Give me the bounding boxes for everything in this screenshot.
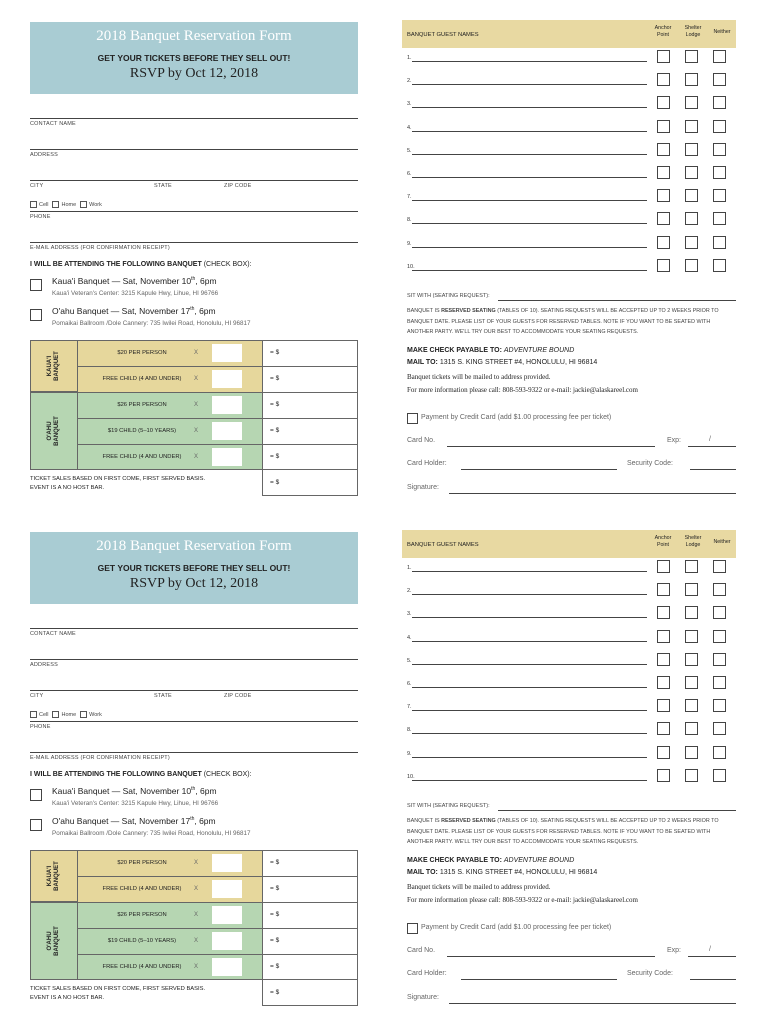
choice-header: Shelter Lodge <box>684 25 702 38</box>
payable-to: MAKE CHECK PAYABLE TO: ADVENTURE BOUND <box>407 857 575 864</box>
guest-number: 8. <box>407 217 412 224</box>
guest-choice-checkbox[interactable] <box>685 676 698 689</box>
sit-with-input[interactable] <box>498 300 736 301</box>
card-holder-input[interactable] <box>461 979 617 980</box>
guest-name-input[interactable] <box>412 177 647 178</box>
times-sign: X <box>194 454 199 460</box>
guest-name-input[interactable] <box>412 617 647 618</box>
guest-number: 5. <box>407 147 412 154</box>
guest-choice-checkbox[interactable] <box>685 722 698 735</box>
guest-choice-checkbox[interactable] <box>685 50 698 63</box>
guest-name-input[interactable] <box>412 594 647 595</box>
form-header <box>30 532 358 604</box>
city-state-zip-field[interactable] <box>30 180 358 181</box>
guest-choice-checkbox[interactable] <box>657 583 670 596</box>
email-field[interactable] <box>30 242 358 243</box>
contact-name-field[interactable] <box>30 118 358 119</box>
guest-name-input[interactable] <box>412 223 647 224</box>
times-sign: X <box>194 860 199 866</box>
guest-number: 1. <box>407 565 412 571</box>
guest-number: 7. <box>407 194 412 201</box>
signature-input[interactable] <box>449 493 736 494</box>
guest-choice-checkbox[interactable] <box>685 96 698 109</box>
reservation-form-bottom <box>0 510 770 1020</box>
guest-name-input[interactable] <box>412 270 647 271</box>
state-label: STATE <box>154 183 172 189</box>
phone-field[interactable] <box>30 721 358 722</box>
guest-choice-checkbox[interactable] <box>713 212 726 225</box>
phone-field-label: PHONE <box>30 214 51 220</box>
price-label: $20 PER PERSON <box>117 860 167 866</box>
kauai-side-label: KAUA'I BANQUET <box>30 850 78 902</box>
guest-choice-checkbox[interactable] <box>685 212 698 225</box>
mail-to: MAIL TO: 1315 S. KING STREET #4, HONOLULU, HI 96814 <box>407 869 598 876</box>
exp-input[interactable] <box>688 446 736 447</box>
guest-choice-checkbox[interactable] <box>685 583 698 596</box>
phone-type-cell[interactable]: Cell <box>30 202 48 208</box>
price-label: FREE CHILD (4 AND UNDER) <box>102 454 182 460</box>
guest-names-header: BANQUET GUEST NAMES Anchor Point Shelter Lodge Neither <box>402 20 736 48</box>
banquet-venue: Kaua'i Veteran's Center: 3215 Kapule Hwy, Lihue, HI 96766 <box>52 800 219 807</box>
banquet-venue: Pomaikai Ballroom /Dole Cannery: 735 Iwilei Road, Honolulu, HI 96817 <box>52 320 251 327</box>
times-sign: X <box>194 428 199 434</box>
exp-input[interactable] <box>688 956 736 957</box>
guest-number: 3. <box>407 611 412 618</box>
banquet-venue: Kaua'i Veteran's Center: 3215 Kapule Hwy, Lihue, HI 96766 <box>52 290 219 297</box>
price-label: $20 PER PERSON <box>117 350 167 356</box>
guest-choice-checkbox[interactable] <box>685 699 698 712</box>
total-field[interactable]: = $ <box>270 989 280 996</box>
choice-header: Neither <box>713 539 731 545</box>
guest-name-input[interactable] <box>412 247 647 248</box>
exp-label: Exp: <box>667 437 682 444</box>
times-sign: X <box>194 912 199 918</box>
phone-field[interactable] <box>30 211 358 212</box>
times-sign: X <box>194 964 199 970</box>
choice-header: Anchor Point <box>654 25 672 38</box>
form-subtitle: GET YOUR TICKETS BEFORE THEY SELL OUT! <box>97 53 291 63</box>
guest-choice-checkbox[interactable] <box>685 143 698 156</box>
subtotal-field[interactable]: = $ <box>270 453 280 460</box>
subtotal-field[interactable]: = $ <box>270 401 280 408</box>
guest-choice-checkbox[interactable] <box>657 236 670 249</box>
times-sign: X <box>194 376 199 382</box>
mailed-note: Banquet tickets will be mailed to address provided. <box>407 883 551 891</box>
guest-number: 8. <box>407 727 412 734</box>
guest-choice-checkbox[interactable] <box>713 560 726 573</box>
guest-number: 4. <box>407 124 412 131</box>
credit-card-checkbox[interactable] <box>407 923 418 934</box>
guest-choice-checkbox[interactable] <box>713 699 726 712</box>
guest-name-input[interactable] <box>412 571 647 572</box>
email-field-label: E-MAIL ADDRESS (FOR CONFIRMATION RECEIPT) <box>30 755 170 761</box>
table-divider <box>262 850 263 1005</box>
phone-type-work[interactable]: Work <box>80 712 102 718</box>
form-title: 2018 Banquet Reservation Form <box>96 28 292 44</box>
banquet-venue: Pomaikai Ballroom /Dole Cannery: 735 Iwilei Road, Honolulu, HI 96817 <box>52 830 251 837</box>
checkbox[interactable] <box>30 711 37 718</box>
signature-label: Signature: <box>407 484 439 491</box>
phone-type-home[interactable]: Home <box>52 202 76 208</box>
credit-card-label: Payment by Credit Card (add $1.00 processing fee per ticket) <box>421 414 612 421</box>
banquet-checkbox-oahu[interactable] <box>30 819 42 831</box>
rsvp-deadline: RSVP by Oct 12, 2018 <box>129 66 259 81</box>
guest-choice-checkbox[interactable] <box>713 583 726 596</box>
guest-choice-checkbox[interactable] <box>657 189 670 202</box>
checkbox[interactable] <box>52 201 59 208</box>
oahu-side-label: O'AHU BANQUET <box>30 392 78 470</box>
guest-choice-checkbox[interactable] <box>657 212 670 225</box>
credit-card-label: Payment by Credit Card (add $1.00 processing fee per ticket) <box>421 924 612 931</box>
info-note: For more information please call: 808-593-9322 or e-mail: jackie@alaskareel.com <box>407 386 638 394</box>
card-no-input[interactable] <box>447 446 655 447</box>
guest-choice-checkbox[interactable] <box>657 746 670 759</box>
subtotal-field[interactable]: = $ <box>270 349 280 356</box>
subtotal-field[interactable]: = $ <box>270 427 280 434</box>
subtotal-field[interactable]: = $ <box>270 375 280 382</box>
rsvp-deadline: RSVP by Oct 12, 2018 <box>129 576 259 591</box>
banquet-title: Kaua'i Banquet — Sat, November 10th, 6pm <box>52 786 217 796</box>
guest-choice-checkbox[interactable] <box>657 73 670 86</box>
guest-number: 9. <box>407 240 412 247</box>
address-field[interactable] <box>30 659 358 660</box>
table-bottom <box>262 495 358 496</box>
reserved-seating-note: BANQUET IS RESERVED SEATING (TABLES OF 10). SEATING REQUESTS WILL BE ACCEPTED UP TO 2 WEEKS PRIOR TO BANQUET DATE. PLEASE LIST OF YOUR GUESTS FOR RESERVED TABLES. NOTE IF YOU WANT TO BE SEATED WITH ANOTHER PARTY. WE'LL TRY OUR BEST TO ACCOMMODATE YOUR SEATING REQUESTS. <box>407 308 719 335</box>
guest-number: 10. <box>407 773 415 780</box>
guest-choice-checkbox[interactable] <box>657 560 670 573</box>
reservation-form-top <box>0 0 770 510</box>
attend-heading: I WILL BE ATTENDING THE FOLLOWING BANQUET (CHECK BOX): <box>30 261 252 268</box>
guest-choice-checkbox[interactable] <box>657 259 670 272</box>
state-label: STATE <box>154 693 172 699</box>
times-sign: X <box>194 350 199 356</box>
exp-slash: / <box>709 946 711 953</box>
guest-name-input[interactable] <box>412 641 647 642</box>
guest-name-input[interactable] <box>412 757 647 758</box>
banquet-checkbox-kauai[interactable] <box>30 279 42 291</box>
subtotal-field[interactable]: = $ <box>270 885 280 892</box>
sit-with-label: SIT WITH (SEATING REQUEST): <box>407 293 490 299</box>
guest-choice-checkbox[interactable] <box>713 769 726 782</box>
guest-number: 3. <box>407 101 412 108</box>
checkbox[interactable] <box>80 711 87 718</box>
security-code-input[interactable] <box>690 469 736 470</box>
guest-choice-checkbox[interactable] <box>685 560 698 573</box>
banquet-title: O'ahu Banquet — Sat, November 17th, 6pm <box>52 816 216 826</box>
city-state-zip-field[interactable] <box>30 690 358 691</box>
guest-choice-checkbox[interactable] <box>657 699 670 712</box>
guest-choice-checkbox[interactable] <box>713 259 726 272</box>
email-field-label: E-MAIL ADDRESS (FOR CONFIRMATION RECEIPT) <box>30 245 170 251</box>
guest-choice-checkbox[interactable] <box>685 73 698 86</box>
guest-choice-checkbox[interactable] <box>657 606 670 619</box>
security-code-label: Security Code: <box>627 970 673 977</box>
guest-choice-checkbox[interactable] <box>657 166 670 179</box>
guest-choice-checkbox[interactable] <box>657 50 670 63</box>
banquet-title: O'ahu Banquet — Sat, November 17th, 6pm <box>52 306 216 316</box>
table-border <box>30 850 358 980</box>
guest-choice-checkbox[interactable] <box>657 143 670 156</box>
contact-name-field-label: CONTACT NAME <box>30 631 76 637</box>
guest-choice-checkbox[interactable] <box>713 606 726 619</box>
price-label: $26 PER PERSON <box>117 402 167 408</box>
guest-name-input[interactable] <box>412 780 647 781</box>
ticket-note: TICKET SALES BASED ON FIRST COME, FIRST SERVED BASIS. EVENT IS A NO HOST BAR. <box>30 476 206 491</box>
signature-label: Signature: <box>407 994 439 1001</box>
phone-field-label: PHONE <box>30 724 51 730</box>
subtotal-field[interactable]: = $ <box>270 859 280 866</box>
guest-name-input[interactable] <box>412 131 647 132</box>
table-right <box>357 980 358 1005</box>
guest-name-input[interactable] <box>412 710 647 711</box>
guest-choice-checkbox[interactable] <box>685 630 698 643</box>
guest-name-input[interactable] <box>412 61 647 62</box>
banquet-title: Kaua'i Banquet — Sat, November 10th, 6pm <box>52 276 217 286</box>
guest-choice-checkbox[interactable] <box>685 606 698 619</box>
guest-name-input[interactable] <box>412 664 647 665</box>
guest-choice-checkbox[interactable] <box>713 653 726 666</box>
guest-name-input[interactable] <box>412 687 647 688</box>
mail-to: MAIL TO: 1315 S. KING STREET #4, HONOLULU, HI 96814 <box>407 359 598 366</box>
guest-choice-checkbox[interactable] <box>657 769 670 782</box>
guest-number: 5. <box>407 657 412 664</box>
phone-type-home[interactable]: Home <box>52 712 76 718</box>
address-field-label: ADDRESS <box>30 662 58 668</box>
guest-choice-checkbox[interactable] <box>713 676 726 689</box>
guest-choice-checkbox[interactable] <box>657 722 670 735</box>
guest-name-input[interactable] <box>412 200 647 201</box>
guest-choice-checkbox[interactable] <box>685 653 698 666</box>
exp-label: Exp: <box>667 947 682 954</box>
times-sign: X <box>194 402 199 408</box>
guest-choice-checkbox[interactable] <box>713 166 726 179</box>
guest-choice-checkbox[interactable] <box>713 236 726 249</box>
zip-label: ZIP CODE <box>224 183 252 189</box>
subtotal-field[interactable]: = $ <box>270 963 280 970</box>
subtotal-field[interactable]: = $ <box>270 937 280 944</box>
guest-choice-checkbox[interactable] <box>685 746 698 759</box>
guest-number: 6. <box>407 681 412 687</box>
times-sign: X <box>194 938 199 944</box>
total-field[interactable]: = $ <box>270 479 280 486</box>
guest-choice-checkbox[interactable] <box>713 746 726 759</box>
guest-name-input[interactable] <box>412 84 647 85</box>
phone-type-cell[interactable]: Cell <box>30 712 48 718</box>
table-border <box>30 340 358 470</box>
guest-names-header: BANQUET GUEST NAMES Anchor Point Shelter Lodge Neither <box>402 530 736 558</box>
sit-with-label: SIT WITH (SEATING REQUEST): <box>407 803 490 809</box>
guest-choice-checkbox[interactable] <box>685 236 698 249</box>
card-no-input[interactable] <box>447 956 655 957</box>
ticket-note: TICKET SALES BASED ON FIRST COME, FIRST SERVED BASIS. EVENT IS A NO HOST BAR. <box>30 986 206 1001</box>
city-label: CITY <box>30 693 44 699</box>
guest-choice-checkbox[interactable] <box>713 143 726 156</box>
price-label: FREE CHILD (4 AND UNDER) <box>102 964 182 970</box>
guest-choice-checkbox[interactable] <box>657 653 670 666</box>
guest-number: 10. <box>407 263 415 270</box>
address-field[interactable] <box>30 149 358 150</box>
checkbox[interactable] <box>80 201 87 208</box>
exp-slash: / <box>709 436 711 443</box>
guest-choice-checkbox[interactable] <box>713 630 726 643</box>
guest-name-input[interactable] <box>412 733 647 734</box>
form-subtitle: GET YOUR TICKETS BEFORE THEY SELL OUT! <box>97 563 291 573</box>
choice-header: Neither <box>713 29 731 35</box>
card-holder-label: Card Holder: <box>407 970 447 977</box>
times-sign: X <box>194 886 199 892</box>
mailed-note: Banquet tickets will be mailed to address provided. <box>407 373 551 381</box>
checkbox[interactable] <box>30 201 37 208</box>
reserved-seating-note: BANQUET IS RESERVED SEATING (TABLES OF 10). SEATING REQUESTS WILL BE ACCEPTED UP TO 2 WEEKS PRIOR TO BANQUET DATE. PLEASE LIST OF YOUR GUESTS FOR RESERVED TABLES. NOTE IF YOU WANT TO BE SEATED WITH ANOTHER PARTY. WE'LL TRY OUR BEST TO ACCOMMODATE YOUR SEATING REQUESTS. <box>407 818 719 845</box>
price-label: FREE CHILD (4 AND UNDER) <box>102 886 182 892</box>
contact-name-field-label: CONTACT NAME <box>30 121 76 127</box>
guest-choice-checkbox[interactable] <box>657 96 670 109</box>
guest-choice-checkbox[interactable] <box>713 120 726 133</box>
signature-input[interactable] <box>449 1003 736 1004</box>
guest-choice-checkbox[interactable] <box>685 189 698 202</box>
email-field[interactable] <box>30 752 358 753</box>
subtotal-field[interactable]: = $ <box>270 911 280 918</box>
credit-card-checkbox[interactable] <box>407 413 418 424</box>
sit-with-input[interactable] <box>498 810 736 811</box>
phone-type-options <box>30 711 106 718</box>
guest-name-input[interactable] <box>412 107 647 108</box>
price-label: $19 CHILD (5–10 YEARS) <box>107 428 177 434</box>
city-label: CITY <box>30 183 44 189</box>
oahu-side-label: O'AHU BANQUET <box>30 902 78 980</box>
zip-label: ZIP CODE <box>224 693 252 699</box>
guest-number: 7. <box>407 704 412 711</box>
banquet-checkbox-oahu[interactable] <box>30 309 42 321</box>
choice-header: Shelter Lodge <box>684 535 702 548</box>
guest-choice-checkbox[interactable] <box>713 96 726 109</box>
table-divider <box>262 340 263 495</box>
guest-choice-checkbox[interactable] <box>657 676 670 689</box>
contact-name-field[interactable] <box>30 628 358 629</box>
guest-choice-checkbox[interactable] <box>657 120 670 133</box>
card-holder-label: Card Holder: <box>407 460 447 467</box>
guest-choice-checkbox[interactable] <box>713 722 726 735</box>
guest-choice-checkbox[interactable] <box>685 166 698 179</box>
payable-to: MAKE CHECK PAYABLE TO: ADVENTURE BOUND <box>407 347 575 354</box>
price-label: $26 PER PERSON <box>117 912 167 918</box>
guest-number: 6. <box>407 171 412 177</box>
kauai-side-label: KAUA'I BANQUET <box>30 340 78 392</box>
address-field-label: ADDRESS <box>30 152 58 158</box>
attend-heading: I WILL BE ATTENDING THE FOLLOWING BANQUET (CHECK BOX): <box>30 771 252 778</box>
guest-name-input[interactable] <box>412 154 647 155</box>
card-no-label: Card No. <box>407 437 436 444</box>
guest-choice-checkbox[interactable] <box>685 769 698 782</box>
phone-type-work[interactable]: Work <box>80 202 102 208</box>
guest-choice-checkbox[interactable] <box>685 259 698 272</box>
guest-number: 9. <box>407 750 412 757</box>
table-right <box>357 470 358 495</box>
phone-type-options <box>30 201 106 208</box>
price-label: $19 CHILD (5–10 YEARS) <box>107 938 177 944</box>
guest-number: 2. <box>407 588 412 595</box>
guest-number: 4. <box>407 634 412 641</box>
security-code-label: Security Code: <box>627 460 673 467</box>
info-note: For more information please call: 808-593-9322 or e-mail: jackie@alaskareel.com <box>407 896 638 904</box>
guest-choice-checkbox[interactable] <box>713 73 726 86</box>
banquet-checkbox-kauai[interactable] <box>30 789 42 801</box>
guest-choice-checkbox[interactable] <box>713 50 726 63</box>
price-label: FREE CHILD (4 AND UNDER) <box>102 376 182 382</box>
choice-header: Anchor Point <box>654 535 672 548</box>
guest-choice-checkbox[interactable] <box>657 630 670 643</box>
card-holder-input[interactable] <box>461 469 617 470</box>
guest-number: 1. <box>407 55 412 61</box>
guest-choice-checkbox[interactable] <box>713 189 726 202</box>
table-bottom <box>262 1005 358 1006</box>
guest-number: 2. <box>407 78 412 85</box>
form-title: 2018 Banquet Reservation Form <box>96 538 292 554</box>
checkbox[interactable] <box>52 711 59 718</box>
security-code-input[interactable] <box>690 979 736 980</box>
card-no-label: Card No. <box>407 947 436 954</box>
guest-choice-checkbox[interactable] <box>685 120 698 133</box>
form-header <box>30 22 358 94</box>
